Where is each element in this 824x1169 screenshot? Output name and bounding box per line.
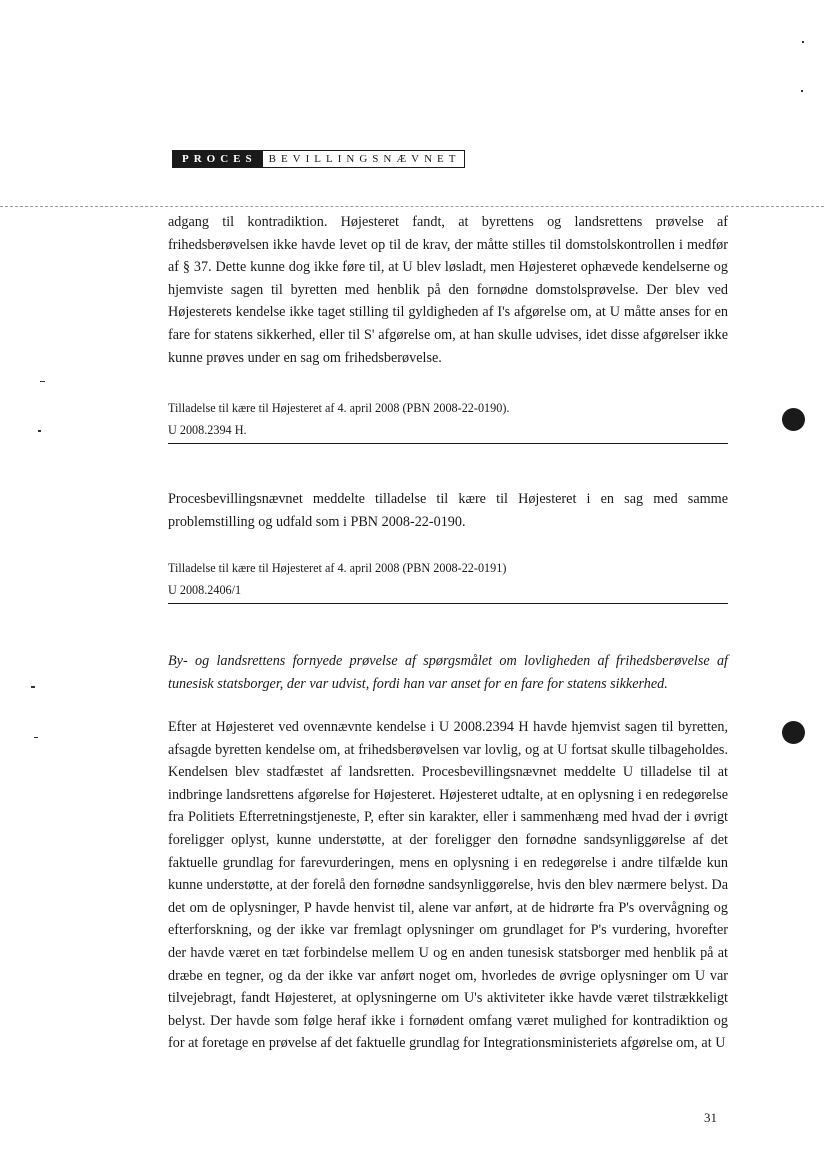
section1-reference [168, 397, 728, 444]
section2-permission-ref: Tilladelse til kære til Højesteret af 4. april 2008 (PBN 2008-22-0191) [168, 561, 507, 575]
section2-case-ref: U 2008.2406/1 [168, 583, 242, 597]
section1-paragraph-block [168, 211, 728, 369]
scan-mark [34, 737, 38, 738]
section1-case-ref: U 2008.2394 H. [168, 423, 247, 437]
scan-mark [802, 41, 804, 43]
scan-mark [38, 430, 41, 432]
scan-mark [801, 90, 803, 92]
section2-ref-divider [168, 603, 728, 604]
procesbevillingsnaevnet-logo [172, 150, 465, 168]
scan-mark [31, 686, 35, 688]
section2-paragraph: Procesbevillingsnævnet meddelte tilladelse til kære til Højesteret i en sag med samme problemstilling og udfald som i PBN 2008-22-0190. [168, 491, 728, 530]
section1-ref-divider [168, 443, 728, 444]
section2-paragraph-block [168, 488, 728, 533]
section1-paragraph: adgang til kontradiktion. Højesteret fandt, at byrettens og landsrettens prøvelse af frihedsberøvelsen ikke havde levet op til de krav, der måtte stilles til domstolskontrollen i medfør af § 37. Dette kunne dog ikke føre til, at U blev løsladt, men Højesteret ophævede kendelserne og hjemviste sagen til byretten med henblik på den fornødne domstolsprøvelse. Der blev ved Højesterets kendelse ikke taget stilling til gyldigheden af I's afgørelse om, at U måtte anses for en fare for statens sikkerhed, eller til S' afgørelse om, at han skulle udvises, idet disse afgørelser ikke kunne prøves under en sag om frihedsberøvelse. [168, 214, 728, 366]
section2-reference [168, 557, 728, 604]
punch-hole-upper [782, 408, 805, 431]
section1-permission-ref: Tilladelse til kære til Højesteret af 4. april 2008 (PBN 2008-22-0190). [168, 401, 510, 415]
logo-proces: PROCES [172, 150, 263, 168]
scan-mark [40, 381, 45, 382]
page-number: 31 [704, 1110, 717, 1125]
section3-paragraph-block [168, 716, 728, 1055]
section3-paragraph: Efter at Højesteret ved ovennævnte kendelse i U 2008.2394 H havde hjemvist sagen til byretten, afsagde byretten kendelse om, at frihedsberøvelsen var lovlig, og at U fortsat skulle tilbageholdes. Kendelsen blev stadfæstet af landsretten. Procesbevillingsnævnet meddelte U tilladelse til at indbringe landsrettens afgørelse for Højesteret. Højesteret udtalte, at en oplysning i en redegørelse fra Politiets Efterretningstjeneste, P, efter sin karakter, eller i sammenhæng med hvad der i øvrigt foreligger oplyst, kunne understøtte, at der foreligger den fornødne sandsynliggørelse af det faktuelle grundlag for farevurderingen, mens en oplysning i en redegørelse i andre tilfælde kun kunne understøtte, at der forelå den fornødne sandsynliggørelse, hvis den blev nærmere belyst. Da det om de oplysninger, P havde henvist til, alene var anført, at de hidrørte fra P's overvågning og efterforskning, og der ikke var fremlagt oplysninger om grundlaget for P's vurdering, hvorefter der havde været en tæt forbindelse mellem U og en anden tunesisk statsborger med henblik på at dræbe en tegner, og da der ikke var anført noget om, hvorledes de øvrige oplysninger om U var tilvejebragt, fandt Højesteret, at oplysningerne om U's aktiviteter ikke havde været tilstrækkeligt belyst. Der havde som følge heraf ikke i fornødent omfang været mulighed for kontradiktion og for at foretage en prøvelse af det faktuelle grundlag for Integrationsministeriets afgørelse om, at U [168, 719, 728, 1052]
section3-heading: By- og landsrettens fornyede prøvelse af spørgsmålet om lovligheden af frihedsberøvelse af tunesisk statsborger, der var udvist, fordi han var anset for en fare for statens sikkerhed. [168, 653, 728, 692]
logo-bevillingsnaevnet: BEVILLINGSNÆVNET [263, 150, 466, 168]
section3-heading-block [168, 650, 728, 695]
header-divider [0, 206, 824, 207]
punch-hole-lower [782, 721, 805, 744]
